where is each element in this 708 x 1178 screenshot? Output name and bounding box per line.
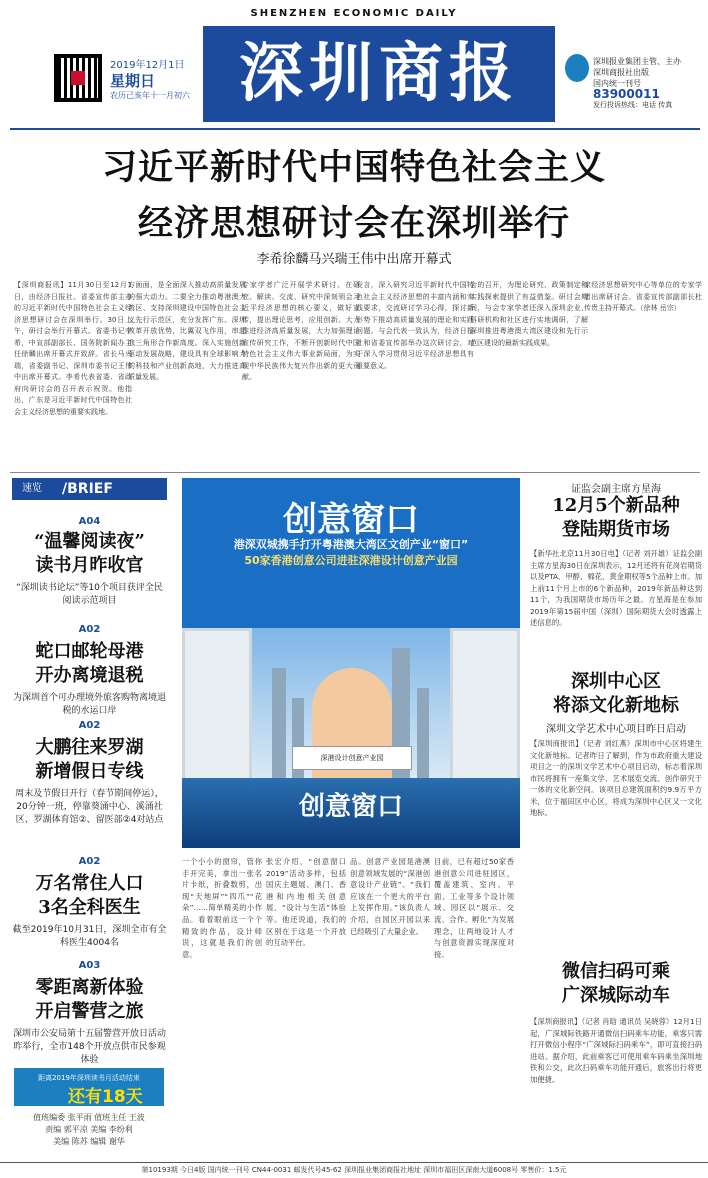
- brief-title-5a[interactable]: 零距离新体验: [35, 977, 144, 998]
- brief-title-1b[interactable]: 读书月昨收官: [35, 555, 144, 576]
- english-masthead: SHENZHEN ECONOMIC DAILY: [250, 8, 458, 19]
- hotline-number: 83900011: [593, 87, 660, 101]
- qr-code-icon[interactable]: [54, 54, 102, 102]
- lunar-date: 农历己亥年十一月初六: [110, 91, 190, 100]
- brief-page-5: A03: [78, 960, 101, 971]
- brief-page-3: A02: [78, 720, 101, 731]
- countdown-text: 还有18天: [68, 1087, 143, 1107]
- story-2-title-a[interactable]: 深圳中心区: [571, 671, 661, 692]
- hotline-note: 发行投诉热线：电话 传真: [593, 101, 673, 109]
- lead-column-2: 方面面，是全面深入推动高质量发展的强大动力。二要全力推动粤港澳大湾区、支持深圳建设中国特色社会主义先行示范区，充分发挥广东、深圳改革开放优势，比翼双飞作用，串起我三角形合作新高度。深入实施创新驱动发展战略，建设具有全球影响力的科技和产业创新高地，大力推进高质量发展。: [128, 281, 246, 381]
- brief-desc-4: 截至2019年10月31日，深圳全市有全科医生4004名: [12, 925, 167, 948]
- brief-desc-1: “深圳读书论坛”等10个项目获评全民阅读示范项目: [16, 583, 163, 606]
- feature-column-3: 品。创意产业园是港澳创意领域发展的“深港创意设计产业链”。“我们应该在一个更大的平台上发挥作用。”该负责人介绍，自园区开园以来已经吸引了大量企业。: [350, 857, 430, 936]
- countdown-label: 距离2019年深圳读书月活动结束: [38, 1074, 140, 1082]
- issue-weekday: 星期日: [110, 72, 156, 90]
- credit-line-2: 责编 郭平凉 美编 李纷利: [45, 1125, 133, 1134]
- brief-page-2: A02: [78, 624, 101, 635]
- lead-column-3: 专家学者广泛开展学术研讨。在研究、解读、交流、研究中深刻领会习近平经济思想的核心要义，做好宣传，提出理论思考，应用创新。大力推进经济高质量发展，大力加强理论宣传研究工作，不断开创新时代中国特色社会主义伟大事业新局面，为实现中华民族伟大复兴作出新的更大贡献。: [242, 281, 360, 381]
- story-3-body: 【深圳商报讯】（记者 肖晗 通讯员 吴晓蓉）12月1日起，广深城际铁路开通微信扫码乘车功能，乘客只需打开微信小程序“广深城际扫码乘车”，即可直接扫码进站。据介绍，此前乘客已可使用乘车码乘坐深圳地铁和公交，此次扫码乘车功能开通后，旅客出行将更加便捷。: [530, 1017, 702, 1084]
- brief-page-1: A04: [78, 516, 101, 527]
- story-2-sub: 深圳文学艺术中心项目昨日启动: [546, 724, 686, 735]
- lead-column-5: 会的召开，为理论研究、政策制定和实践探索提供了有益借鉴。研讨会期间，与会专家学者还深入深圳企业、科研机构和社区进行实地调研，了解深圳推进粤港澳大湾区建设和先行示范区建设的最新实践成果。: [470, 281, 588, 347]
- brief-title-4b[interactable]: 3名全科医生: [38, 897, 141, 918]
- brief-title-1a[interactable]: “温馨阅读夜”: [34, 531, 145, 552]
- story-1-title-b[interactable]: 登陆期货市场: [562, 519, 670, 540]
- page-footer: 第10193期 今日4版 国内统一刊号 CN44-0031 邮发代号45-62 深圳报业集团商报社地址 深圳市福田区深南大道6008号 零售价：1.5元: [0, 1162, 708, 1178]
- brief-title-2a[interactable]: 蛇口邮轮母港: [35, 641, 144, 662]
- main-subheadline: 李希徐麟马兴瑞王伟中出席开幕式: [256, 252, 452, 267]
- story-1-kicker: 证监会副主席方星海: [571, 484, 661, 495]
- window-shutter-left: [182, 628, 252, 798]
- brief-desc-3: 周末及节假日开行（春节期间停运），20分钟一班，停靠葵涌中心、溪涌社区、罗湖体育馆②、留医部②4对站点: [15, 789, 164, 825]
- story-1-title-a[interactable]: 12月5个新品种: [552, 495, 680, 516]
- lead-column-4: 发言，深入研究习近平新时代中国特色社会主义经济思想的丰富内涵和实践要求，交流研讨学习心得，探讨新形势下推动高质量发展的理论和实践问题。与会代表一致认为，经济日报社和省委宣传部举办这次研讨会，对于深入学习贯彻习近平经济思想具有重要意义。: [356, 281, 474, 370]
- publisher-emblem-icon: [565, 54, 589, 82]
- publisher-line-1: 深圳报业集团主管、主办: [593, 57, 681, 66]
- lead-column-1: 【深圳商报讯】11月30日至12月1日，由经济日报社、省委宣传部主办的习近平新时代中国特色社会主义经济思想研讨会在深圳举行。30日上午，研讨会举行开幕式。省委书记李希，中宣部副部长、国务院新闻办主任徐麟出席开幕式并致辞。省长马兴瑞，省委副书记、深圳市委书记王伟中出席开幕式。李希代表省委、省政府向研讨会的召开表示祝贺。他指出，广东是习近平新时代中国特色社会主义经济思想的重要实践地。: [14, 281, 132, 416]
- main-headline-line-1[interactable]: 习近平新时代中国特色社会主义: [101, 147, 606, 188]
- brief-label-en: /BRIEF: [62, 481, 113, 497]
- photo-caption: 深港设计创意产业园: [292, 746, 412, 770]
- story-2-title-b[interactable]: 将添文化新地标: [553, 695, 679, 716]
- publisher-line-2: 深圳商报社出版: [593, 68, 649, 77]
- section-divider: [10, 472, 700, 473]
- skyline-scene: [252, 628, 450, 778]
- brief-title-4a[interactable]: 万名常住人口: [35, 873, 144, 894]
- publisher-info: [593, 56, 705, 111]
- feature-subtitle-2: 50家香港创意公司进驻深港设计创意产业园: [244, 554, 458, 567]
- brief-page-4: A02: [78, 856, 101, 867]
- brief-title-5b[interactable]: 开启警营之旅: [35, 1001, 144, 1022]
- newspaper-logo: 深圳商报: [203, 26, 555, 122]
- window-shutter-right: [450, 628, 520, 798]
- feature-overlay-text: 创意窗口: [298, 792, 403, 822]
- issue-date: 2019年12月1日: [110, 60, 185, 71]
- story-1-body: 【新华社北京11月30日电】（记者 刘开雄）证监会副主席方星海30日在深圳表示，12月还将有花岗岩期货以及PTA、甲醇、棉花、黄金期权等5个品种上市。加上前11个月上市的6个新品种，2019年新品种达到11个，为我国期货市场历年之最。方星海是在参加2019年第15届中国（深圳）国际期货大会时透露上述信息的。: [530, 549, 702, 627]
- masthead-divider: [10, 128, 700, 130]
- brief-title-3b[interactable]: 新增假日专线: [35, 761, 144, 782]
- brief-title-3a[interactable]: 大鹏往来罗湖: [35, 737, 144, 758]
- feature-title: 创意窗口: [283, 500, 419, 540]
- brief-desc-2: 为深圳首个可办理境外旅客购物离境退税的水运口岸: [12, 693, 166, 716]
- story-3-title-a[interactable]: 微信扫码可乘: [562, 961, 670, 982]
- credit-line-3: 美编 陈苏 编辑 谢华: [53, 1137, 125, 1146]
- story-2-body: 【深圳商报讯】（记者 刘红燕）深圳市中心区将建生文化新地标。记者昨日了解到，作为市政府重大建设项目之一的深圳文学艺术中心项目启动，标志着深圳市民将拥有一座集文学、艺术展览交流、创作研究于一体的文化新空间。该项目总建筑面积约9.9万平方米，位于福田区中心区，将成为深圳中心区又一文化地标。: [530, 739, 702, 817]
- issn-label: 国内统一刊号: [593, 79, 641, 88]
- brief-header: [12, 478, 167, 500]
- lead-column-6: 家经济思想研究中心等单位的专家学者出席研讨会。省委宣传部副部长杜传贵主持开幕式。（徐林 岳宗）: [584, 281, 702, 312]
- main-headline-line-2[interactable]: 经济思想研讨会在深圳举行: [137, 203, 570, 244]
- brief-label-cn: 速览: [22, 483, 42, 494]
- feature-column-4: 目前，已有超过50家香港创意公司进驻园区，覆盖建筑、室内、平面、工业等多个设计领域。园区以“展示、交流、合作、孵化”为发展理念，让两地设计人才与创意资源实现深度对接。: [434, 857, 514, 959]
- brief-desc-5: 深圳市公安局第十五届警营开放日活动昨举行，全市148个开放点供市民参观体验: [12, 1029, 166, 1065]
- credit-line-1: 值班编委 张平雨 值班主任 王波: [33, 1113, 145, 1122]
- brief-title-2b[interactable]: 开办离境退税: [35, 665, 144, 686]
- feature-subtitle-1: 港深双城携手打开粤港澳大湾区文创产业“窗口”: [233, 538, 469, 551]
- countdown-banner: [14, 1068, 164, 1106]
- editor-credits: [14, 1112, 164, 1148]
- feature-column-1: 一个小小的窗帘，管你手开完美，拿出一张名片卡纸，折叠数剪，出现“天地屏”“四爪”“花朵”……简单精美的小作品。看着眼前这一个个精致的作品，设计师说，这就是我们的创意。: [182, 857, 262, 959]
- story-3-title-b[interactable]: 广深城际动车: [562, 985, 670, 1006]
- feature-photo[interactable]: [182, 478, 520, 848]
- feature-column-2: 张宏介绍，“创意窗口2019”活动多样，包括国庆主题展、澳门、香港和内地相关创意展、“设计与生活”体验等。他还说道，我们的区别在于这是一个开放的互动平台。: [266, 857, 346, 948]
